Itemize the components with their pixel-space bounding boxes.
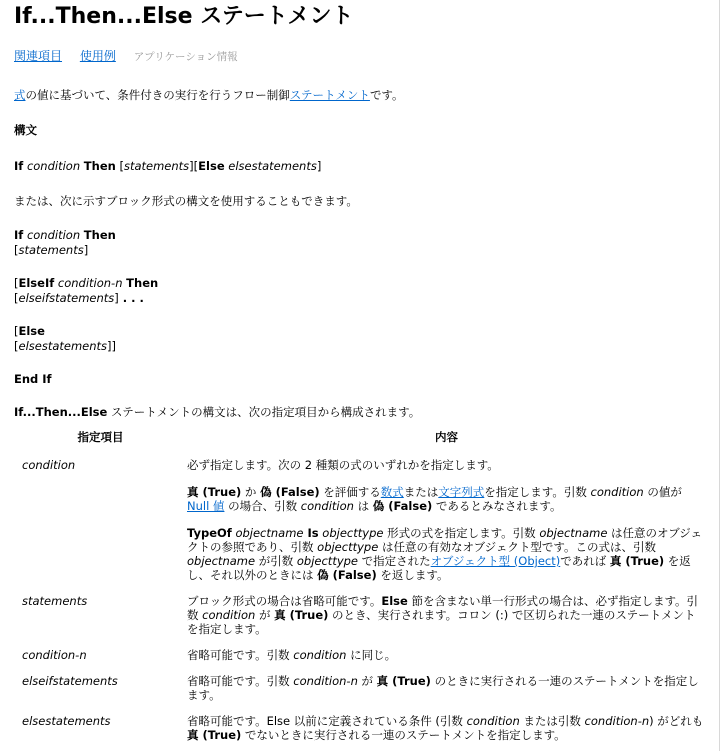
example-link[interactable]: 使用例 [79, 49, 116, 63]
param-description: 省略可能です。引数 condition に同じ。 [187, 648, 397, 662]
param-description: 省略可能です。Else 以前に定義されている条件 (引数 condition または引数 condition-n) がどれも 真 (True) でないときに実行される一連のステートメントを指定します。 [187, 714, 704, 742]
statement-link[interactable]: ステートメント [289, 88, 370, 102]
param-name: elseifstatements [22, 674, 118, 688]
numeric-expression-link[interactable]: 数式 [380, 485, 404, 499]
nav-bar [14, 47, 706, 64]
page-title: If...Then...Else ステートメント [14, 4, 354, 29]
app-info-link: アプリケーション情報 [133, 51, 238, 63]
param-description: 省略可能です。引数 condition-n が 真 (True) のときに実行される一連のステートメントを指定します。 [187, 674, 699, 702]
table-row-elseifstatements [14, 674, 706, 714]
object-type-link[interactable]: オブジェクト型 (Object) [430, 554, 561, 568]
string-expression-link[interactable]: 文字列式 [438, 485, 485, 499]
param-name: condition-n [22, 648, 87, 662]
param-description: 必ず指定します。次の 2 種類の式のいずれかを指定します。 真 (True) か 偽 (False) を評価する数式または文字列式を指定します。引数 condition の値が Null 値 の場合、引数 condition は 偽 (False) であるとみなされます。 TypeOf objectname Is objecttype 形式の式を指定します。引数 objectname は任意のオブジェクトの参照であり、引数 objecttype は任意の有効なオブジェクト型です。この式は、引数 objectname が引数 objecttype で指定されたオブジェクト型 (Object)であれば 真 (True) を返し、それ以外のときには 偽 (False) を返します。 [187, 458, 703, 582]
parts-intro: If...Then...Else ステートメントの構文は、次の指定項目から構成されます。 [14, 405, 421, 419]
table-row-elsestatements [14, 714, 706, 742]
single-line-syntax: If condition Then [statements][Else elsestatements] [14, 159, 322, 173]
block-elseif-syntax: [ElseIf condition-n Then [elseifstatements] . . . [14, 276, 159, 305]
related-topics-link[interactable]: 関連項目 [14, 49, 63, 63]
param-description: ブロック形式の場合は省略可能です。Else 節を含まない単一行形式の場合は、必ず指定します。引数 condition が 真 (True) のとき、実行されます。コロン (:) で区切られた一連のステートメントを指定します。 [187, 594, 699, 636]
param-name: elsestatements [22, 714, 111, 728]
column-header-description: 内容 [435, 430, 458, 444]
param-name: statements [22, 594, 88, 608]
intro-text: 式の値に基づいて、条件付きの実行を行うフロー制御ステートメントです。 [14, 88, 404, 102]
column-header-part: 指定項目 [77, 430, 124, 444]
block-if-syntax: If condition Then [statements] [14, 228, 116, 257]
end-if-syntax: End If [14, 372, 52, 386]
alternative-syntax-text: または、次に示すブロック形式の構文を使用することもできます。 [14, 194, 358, 208]
table-row-condition [14, 448, 706, 594]
table-row-statements [14, 594, 706, 648]
null-value-link[interactable]: Null 値 [187, 499, 225, 513]
block-else-syntax: [Else [elsestatements]] [14, 324, 117, 353]
parameters-table [14, 426, 706, 742]
syntax-heading: 構文 [14, 123, 37, 137]
expression-link[interactable]: 式 [14, 88, 26, 102]
table-row-condition-n [14, 648, 706, 674]
param-name: condition [22, 458, 76, 472]
